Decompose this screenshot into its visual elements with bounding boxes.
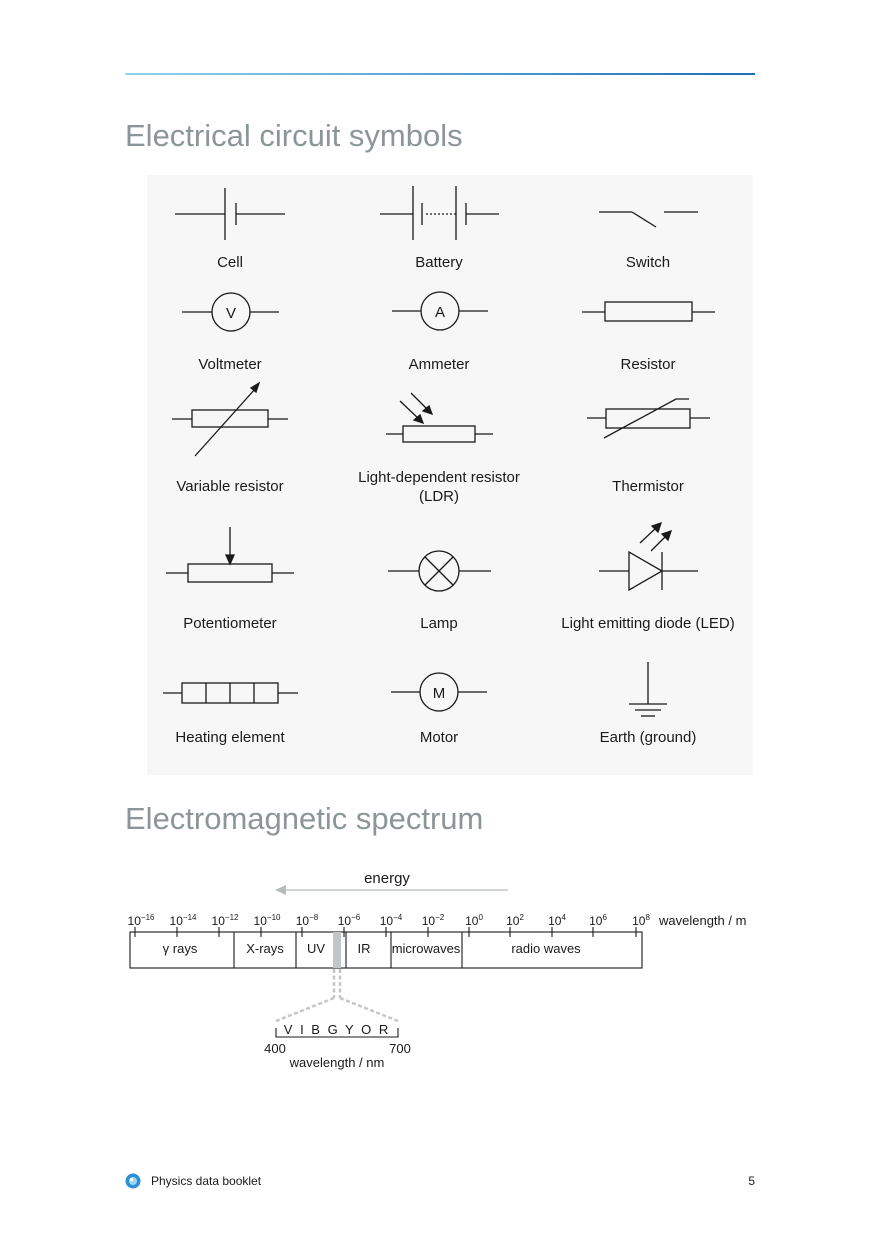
visible-band	[333, 932, 341, 968]
switch-symbol-icon	[599, 212, 698, 227]
label-battery: Battery	[415, 254, 463, 271]
energy-label: energy	[364, 870, 410, 887]
band-microwaves: microwaves	[391, 941, 461, 956]
resistor-symbol-icon	[582, 302, 715, 321]
label-resistor: Resistor	[620, 356, 676, 373]
voltmeter-glyph: V	[225, 305, 237, 322]
lamp-symbol-icon	[388, 551, 491, 591]
label-led: Light emitting diode (LED)	[561, 615, 735, 632]
label-potentiometer: Potentiometer	[183, 615, 277, 632]
label-ammeter: Ammeter	[408, 356, 470, 373]
ib-logo-icon	[125, 1173, 141, 1189]
label-earth: Earth (ground)	[599, 729, 697, 746]
tick-label: $10^{-10}$	[253, 913, 281, 928]
tick-label: $10^{-8}$	[295, 913, 319, 928]
tick-label: $10^{-16}$	[127, 913, 155, 928]
tick-label: $10^0$	[465, 913, 483, 928]
led-symbol-icon	[599, 523, 698, 590]
label-ldr-line2: (LDR)	[419, 488, 459, 505]
visible-colors-letters: V I B G Y O R	[283, 1022, 391, 1037]
heating-element-symbol-icon	[163, 683, 298, 703]
visible-unit-label: wavelength / nm	[289, 1055, 385, 1070]
band-gamma: γ rays	[162, 941, 198, 956]
band-uv: UV	[306, 941, 326, 956]
label-voltmeter: Voltmeter	[198, 356, 262, 373]
motor-glyph: M	[432, 685, 446, 702]
visible-max-label: 700	[389, 1041, 411, 1056]
label-lamp: Lamp	[420, 615, 458, 632]
tick-label: $10^{-2}$	[421, 913, 445, 928]
label-motor: Motor	[419, 729, 459, 746]
potentiometer-symbol-icon	[166, 527, 294, 582]
tick-label: $10^2$	[506, 913, 524, 928]
visible-zoom-lines	[276, 969, 398, 1021]
label-ldr-line1: Light-dependent resistor	[358, 469, 520, 486]
ldr-symbol-icon	[386, 393, 493, 442]
label-variable-resistor: Variable resistor	[176, 478, 284, 495]
footer-booklet-title: Physics data booklet	[151, 1174, 262, 1188]
band-ir: IR	[357, 941, 371, 956]
tick-label: $10^{-6}$	[337, 913, 361, 928]
section-title-em-spectrum: Electromagnetic spectrum	[125, 801, 484, 836]
tick-label: $10^{-4}$	[379, 913, 403, 928]
battery-symbol-icon	[380, 186, 499, 240]
ammeter-glyph: A	[434, 304, 446, 321]
label-heating-element: Heating element	[175, 729, 285, 746]
thermistor-symbol-icon	[587, 399, 710, 438]
visible-min-label: 400	[264, 1041, 286, 1056]
tick-label: $10^{-14}$	[169, 913, 197, 928]
page-number: 5	[748, 1174, 755, 1188]
section-title-circuit-symbols: Electrical circuit symbols	[125, 118, 463, 153]
label-cell: Cell	[217, 254, 243, 271]
label-switch: Switch	[625, 254, 671, 271]
tick-label: $10^4$	[548, 913, 566, 928]
label-thermistor: Thermistor	[612, 478, 684, 495]
cell-symbol-icon	[175, 188, 285, 240]
tick-label: $10^{-12}$	[211, 913, 239, 928]
band-xrays: X-rays	[246, 941, 284, 956]
tick-label: $10^8$	[632, 913, 650, 928]
wavelength-unit-label: wavelength / m	[659, 913, 747, 928]
tick-label: $10^6$	[589, 913, 607, 928]
earth-symbol-icon	[629, 662, 667, 716]
band-radio: radio waves	[511, 941, 581, 956]
variable-resistor-symbol-icon	[172, 383, 288, 456]
